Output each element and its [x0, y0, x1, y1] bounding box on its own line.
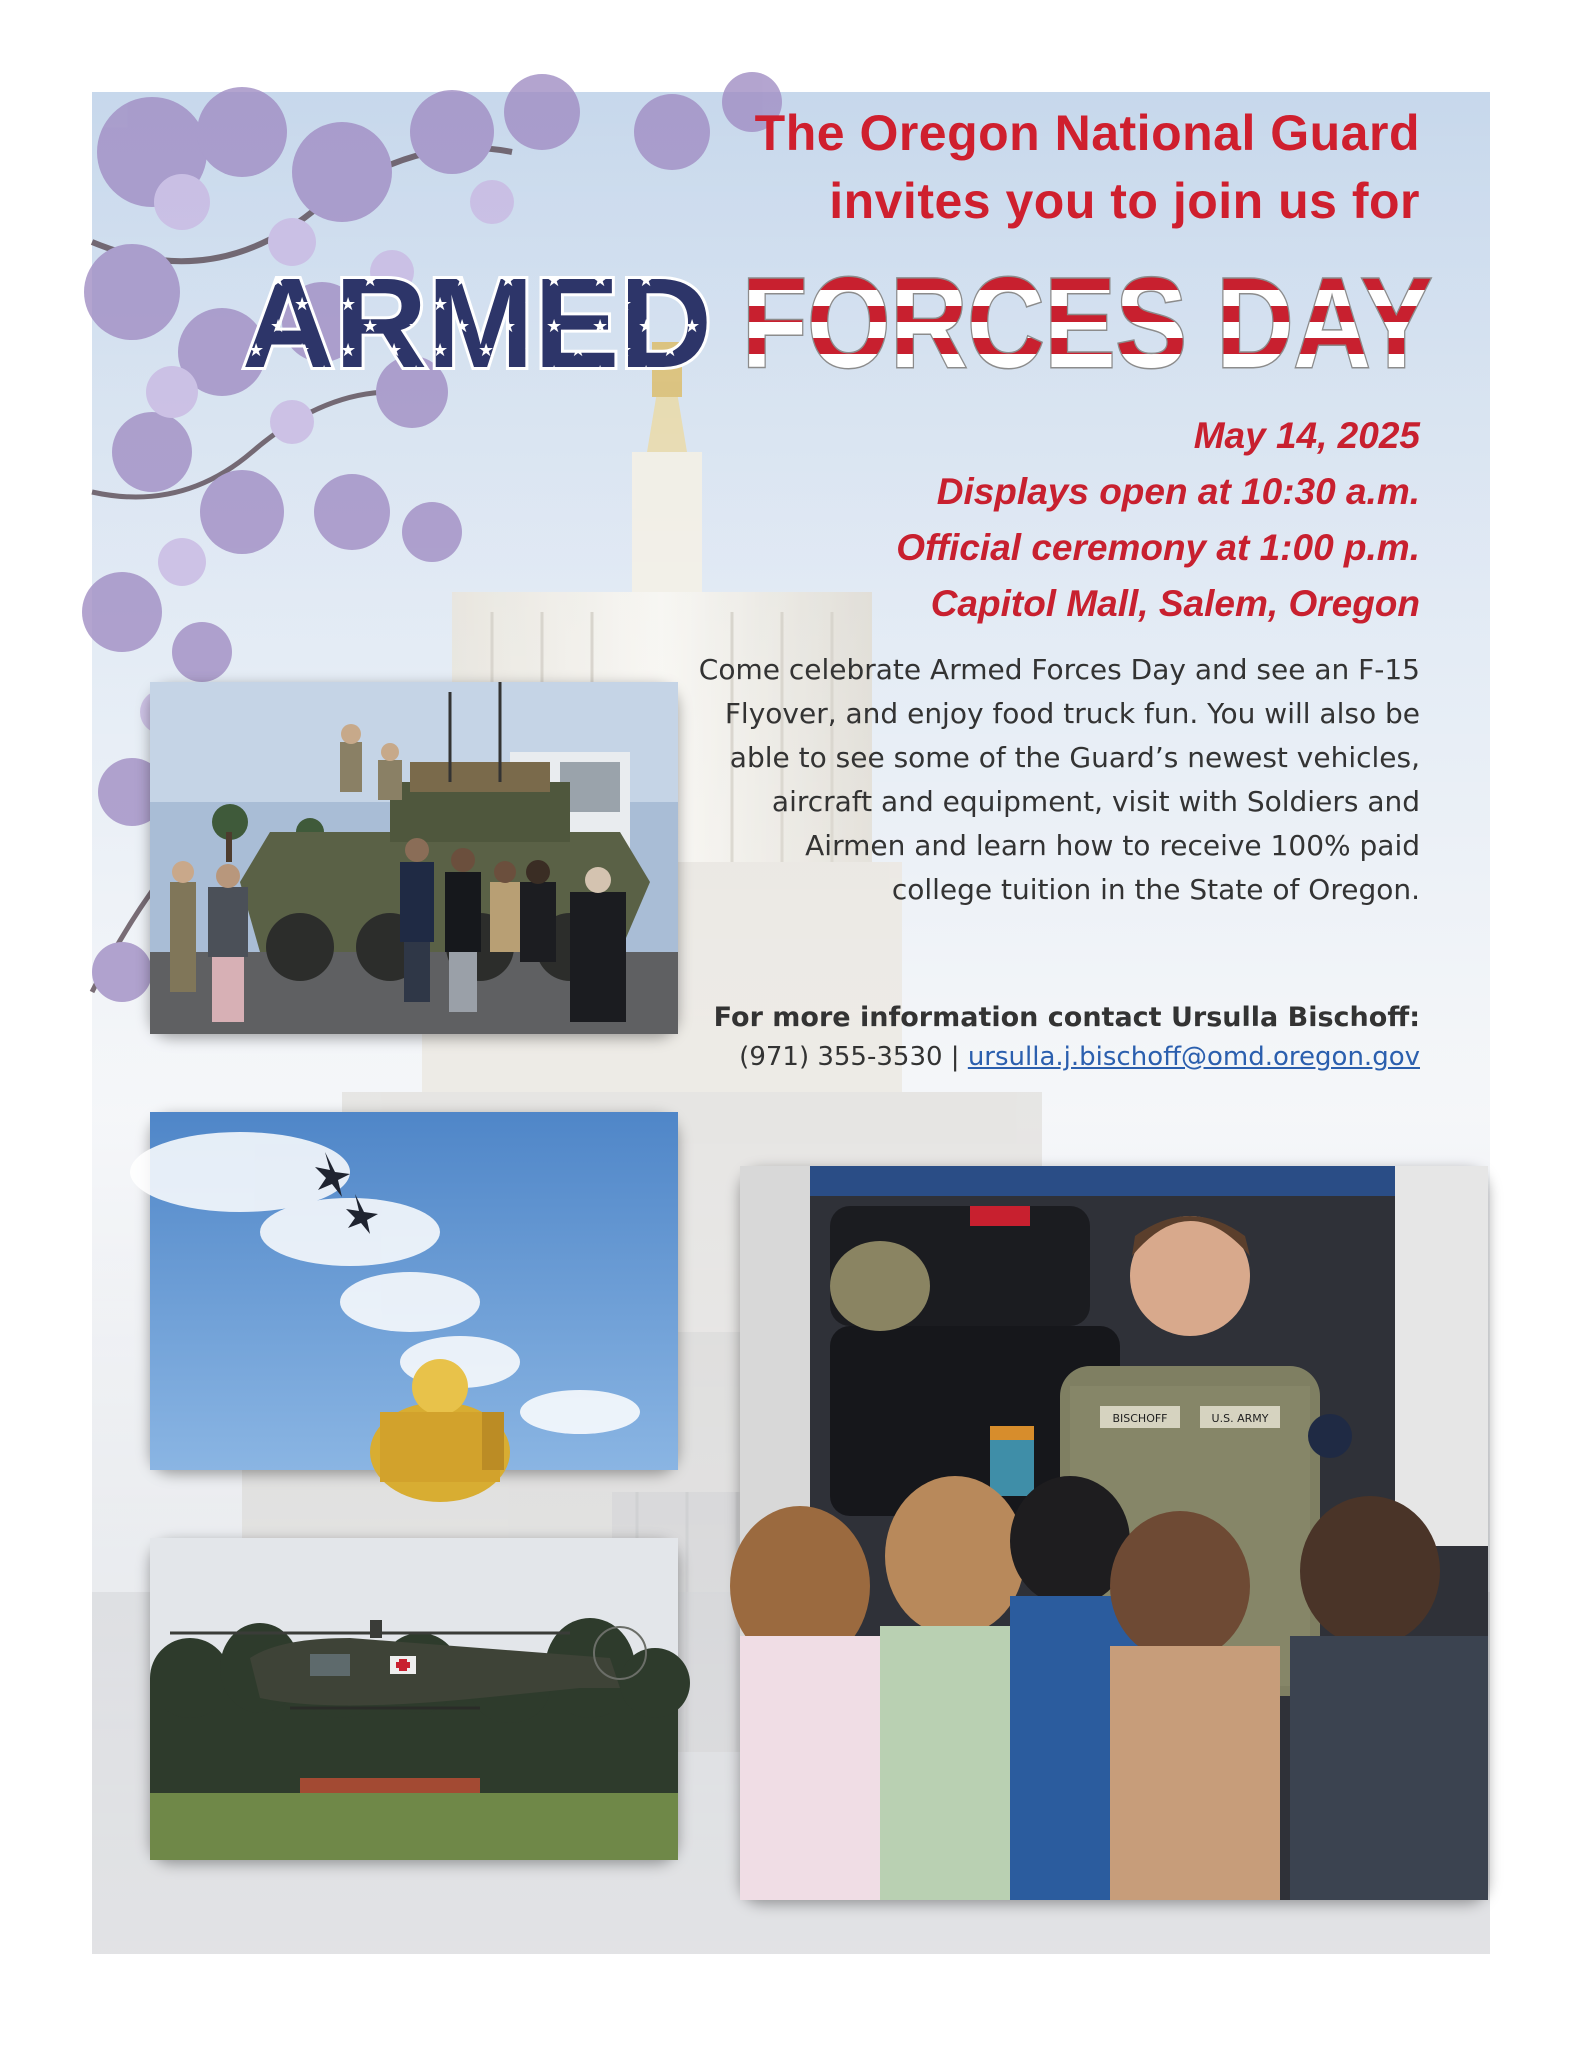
- description-line: Flyover, and enjoy food truck fun. You will also be: [724, 697, 1420, 730]
- photo-jets-flyover: [150, 1112, 678, 1470]
- description-line: college tuition in the State of Oregon.: [891, 873, 1420, 906]
- contact-email-link[interactable]: ursulla.j.bischoff@omd.oregon.gov: [967, 1042, 1420, 1072]
- contact-phone: (971) 355-3530: [739, 1042, 943, 1072]
- event-description: [640, 648, 1420, 912]
- flyer: [92, 92, 1490, 1954]
- contact-separator: |: [942, 1042, 968, 1072]
- event-title: [242, 242, 1442, 395]
- contact-heading: For more information contact Ursulla Bischoff:: [713, 1002, 1420, 1033]
- photo-armored-vehicle: [150, 682, 678, 1034]
- photo-soldier-with-children: [740, 1166, 1488, 1900]
- children: [730, 1476, 1488, 1900]
- headline-invitation: invites you to join us for: [829, 173, 1420, 229]
- contact-line: [739, 1042, 1420, 1072]
- event-ceremony-time: Official ceremony at 1:00 p.m.: [896, 527, 1420, 568]
- branch-tape: U.S. ARMY: [1211, 1412, 1269, 1425]
- description-line: aircraft and equipment, visit with Soldiers and: [771, 785, 1420, 818]
- event-displays-time: Displays open at 10:30 a.m.: [936, 471, 1420, 512]
- description-line: able to see some of the Guard’s newest vehicles,: [729, 741, 1420, 774]
- event-details: [896, 408, 1420, 632]
- headline-organization: The Oregon National Guard: [754, 105, 1420, 161]
- description-line: Airmen and learn how to receive 100% paid: [805, 829, 1420, 862]
- title-graphic: [242, 242, 1442, 395]
- description-line: Come celebrate Armed Forces Day and see an F-15: [698, 653, 1420, 686]
- name-tape: BISCHOFF: [1112, 1412, 1168, 1425]
- event-location: Capitol Mall, Salem, Oregon: [930, 583, 1420, 624]
- event-date: May 14, 2025: [1193, 415, 1420, 456]
- photo-helicopter: [150, 1538, 678, 1860]
- title-words-forces-day: FORCES DAY: [742, 252, 1432, 395]
- title-word-armed: ARMED: [242, 252, 712, 395]
